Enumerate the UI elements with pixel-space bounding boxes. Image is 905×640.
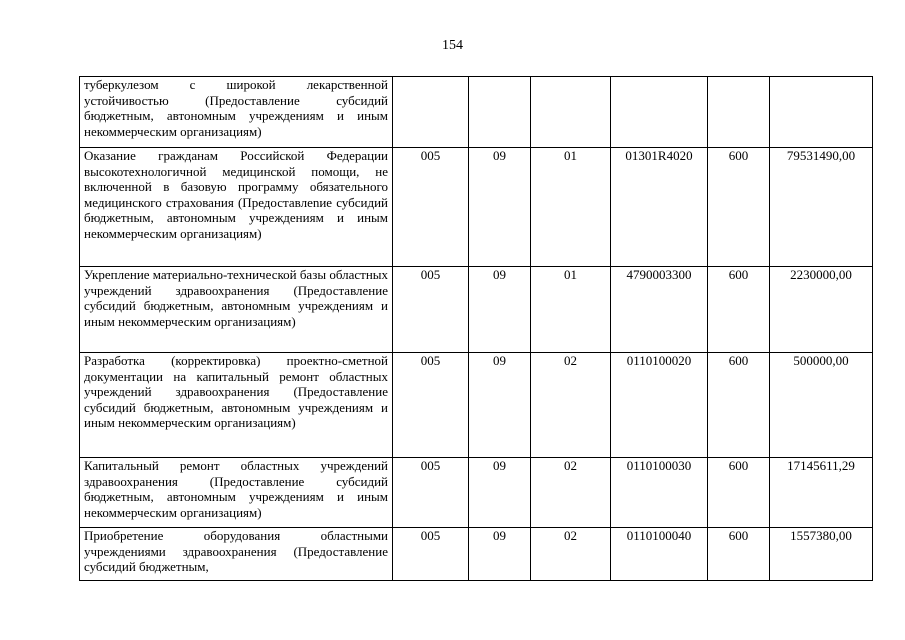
row-ministry-code: 005 xyxy=(393,353,469,458)
table-row xyxy=(80,77,873,148)
row-subsection-code: 02 xyxy=(531,353,611,458)
row-amount: 17145611,29 xyxy=(770,458,873,528)
row-ministry-code: 005 xyxy=(393,528,469,581)
row-target-article: 0110100020 xyxy=(611,353,708,458)
row-amount xyxy=(770,77,873,148)
row-description: туберкулезом с широкой лекарственной устойчивостью (Предоставление субсидий бюджетным, автономным учреждениям и иным некоммерческим организациям) xyxy=(80,77,393,148)
row-ministry-code xyxy=(393,77,469,148)
row-target-article: 0110100040 xyxy=(611,528,708,581)
row-amount: 79531490,00 xyxy=(770,148,873,267)
row-description: Капитальный ремонт областных учреждений здравоохранения (Предоставление субсидий бюджетным, автономным учреждениям и иным некоммерческим организациям) xyxy=(80,458,393,528)
row-target-article: 01301R4020 xyxy=(611,148,708,267)
row-expense-type: 600 xyxy=(708,458,770,528)
row-expense-type xyxy=(708,77,770,148)
row-description: Приобретение оборудования областными учреждениями здравоохранения (Предоставление субсидий бюджетным, xyxy=(80,528,393,581)
row-amount: 1557380,00 xyxy=(770,528,873,581)
row-subsection-code: 02 xyxy=(531,528,611,581)
row-section-code xyxy=(469,77,531,148)
table-row xyxy=(80,148,873,267)
row-subsection-code: 01 xyxy=(531,148,611,267)
row-expense-type: 600 xyxy=(708,148,770,267)
table-row xyxy=(80,458,873,528)
row-target-article xyxy=(611,77,708,148)
row-ministry-code: 005 xyxy=(393,148,469,267)
row-section-code: 09 xyxy=(469,528,531,581)
row-target-article: 0110100030 xyxy=(611,458,708,528)
row-description: Оказание гражданам Российской Федерации высокотехнологичной медицинской помощи, не включенной в базовую программу обязательного медицинского страхования (Предоставлеnие субсидий бюджетным, автономным учреждениям и иным некоммерческим организациям) xyxy=(80,148,393,267)
row-amount: 2230000,00 xyxy=(770,267,873,353)
row-expense-type: 600 xyxy=(708,267,770,353)
row-subsection-code xyxy=(531,77,611,148)
table-row xyxy=(80,267,873,353)
row-target-article: 4790003300 xyxy=(611,267,708,353)
row-subsection-code: 02 xyxy=(531,458,611,528)
row-description: Укрепление материально-технической базы областных учреждений здравоохранения (Предоставление субсидий бюджетным, автономным учреждениям и иным некоммерческим организациям) xyxy=(80,267,393,353)
row-ministry-code: 005 xyxy=(393,458,469,528)
page-number: 154 xyxy=(442,38,463,53)
row-description: Разработка (корректировка) проектно-сметной документации на капитальный ремонт областных учреждений здравоохранения (Предоставление субсидий бюджетным, автономным учреждениям и иным некоммерческим организациям) xyxy=(80,353,393,458)
table-row xyxy=(80,528,873,581)
row-ministry-code: 005 xyxy=(393,267,469,353)
row-section-code: 09 xyxy=(469,267,531,353)
row-section-code: 09 xyxy=(469,148,531,267)
budget-table xyxy=(79,76,873,581)
row-subsection-code: 01 xyxy=(531,267,611,353)
row-expense-type: 600 xyxy=(708,528,770,581)
row-section-code: 09 xyxy=(469,458,531,528)
table-row xyxy=(80,353,873,458)
row-amount: 500000,00 xyxy=(770,353,873,458)
row-expense-type: 600 xyxy=(708,353,770,458)
row-section-code: 09 xyxy=(469,353,531,458)
